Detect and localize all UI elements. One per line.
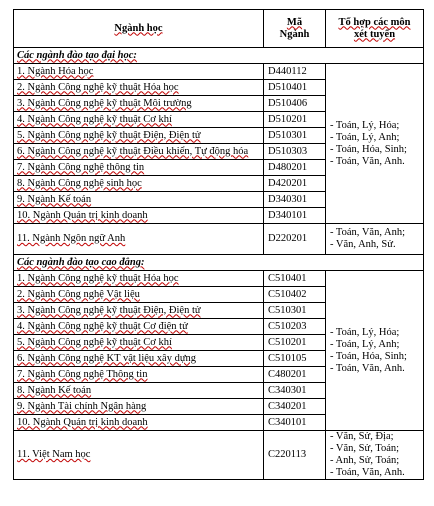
- major-code: D420201: [264, 176, 326, 192]
- major-code: C510105: [264, 351, 326, 367]
- major-name: 4. Ngành Công nghệ kỹ thuật Cơ điện tử: [14, 319, 264, 335]
- major-code: C510402: [264, 287, 326, 303]
- combo-line: - Văn, Sử, Toán;: [330, 443, 400, 454]
- major-name: 5. Ngành Công nghệ kỹ thuật Điện, Điện tử: [14, 128, 264, 144]
- combo-line: - Toán, Văn, Anh;: [330, 227, 405, 238]
- major-name: 2. Ngành Công nghệ kỹ thuật Hóa học: [14, 80, 264, 96]
- combo-line: - Toán, Hóa, Sinh;: [330, 350, 407, 362]
- major-code: C510203: [264, 319, 326, 335]
- major-name: 9. Ngành Tài chính Ngân hàng: [14, 399, 264, 415]
- major-code: C510401: [264, 271, 326, 287]
- section-title-row: [14, 255, 424, 271]
- major-code: C340101: [264, 415, 326, 431]
- major-name: 11. Việt Nam học: [14, 431, 264, 480]
- admission-majors-table: [13, 9, 424, 480]
- section-title: Các ngành đào tạo đại học:: [14, 48, 424, 64]
- header-major: Ngành học: [14, 10, 264, 48]
- major-name: 6. Ngành Công nghệ kỹ thuật Điều khiển, Tự động hóa: [14, 144, 264, 160]
- major-code: D510406: [264, 96, 326, 112]
- major-name: 10. Ngành Quản trị kinh doanh: [14, 208, 264, 224]
- major-name: 2. Ngành Công nghệ Vật liệu: [14, 287, 264, 303]
- major-name: 5. Ngành Công nghệ kỹ thuật Cơ khí: [14, 335, 264, 351]
- major-code: C510201: [264, 335, 326, 351]
- major-code: D510201: [264, 112, 326, 128]
- table-row: [14, 224, 424, 255]
- major-code: D220201: [264, 224, 326, 255]
- major-name: 1. Ngành Hóa học: [14, 64, 264, 80]
- combo-line: - Toán, Lý, Hóa;: [330, 119, 400, 131]
- major-code: D340101: [264, 208, 326, 224]
- major-code: D510401: [264, 80, 326, 96]
- combo-line: - Toán, Lý, Anh;: [330, 338, 400, 350]
- major-name: 7. Ngành Công nghệ Thông tin: [14, 367, 264, 383]
- major-name: 10. Ngành Quản trị kinh doanh: [14, 415, 264, 431]
- major-name: 3. Ngành Công nghệ kỹ thuật Điện, Điện tử: [14, 303, 264, 319]
- major-code: D440112: [264, 64, 326, 80]
- table-row: [14, 64, 424, 80]
- combo-line: - Văn, Sử, Địa;: [330, 431, 394, 442]
- major-name: 8. Ngành Công nghệ sinh học: [14, 176, 264, 192]
- combo-cell: [326, 224, 424, 255]
- combo-cell: [326, 64, 424, 224]
- combo-cell: [326, 431, 424, 480]
- table-header-row: [14, 10, 424, 48]
- section-title-row: [14, 48, 424, 64]
- major-code: D510301: [264, 128, 326, 144]
- major-code: C340301: [264, 383, 326, 399]
- combo-line: - Toán, Lý, Hóa;: [330, 326, 400, 338]
- header-combo: Tổ hợp các môn xét tuyển: [326, 10, 424, 48]
- major-name: 1. Ngành Công nghệ kỹ thuật Hóa học: [14, 271, 264, 287]
- major-code: D480201: [264, 160, 326, 176]
- major-name: 6. Ngành Công nghệ KT vật liệu xây dựng: [14, 351, 264, 367]
- section-title: Các ngành đào tạo cao đẳng:: [14, 255, 424, 271]
- major-name: 3. Ngành Công nghệ kỹ thuật Môi trường: [14, 96, 264, 112]
- combo-line: - Văn, Anh, Sử.: [330, 239, 396, 250]
- header-code: Mã Ngành: [264, 10, 326, 48]
- combo-line: - Anh, Sử, Toán;: [330, 455, 400, 466]
- major-name: 7. Ngành Công nghệ thông tin: [14, 160, 264, 176]
- combo-line: - Toán, Lý, Anh;: [330, 131, 400, 143]
- major-name: 11. Ngành Ngôn ngữ Anh: [14, 224, 264, 255]
- combo-line: - Toán, Văn, Anh.: [330, 155, 405, 167]
- major-name: 8. Ngành Kế toán: [14, 383, 264, 399]
- major-code: D340301: [264, 192, 326, 208]
- table-row: [14, 271, 424, 287]
- major-code: C220113: [264, 431, 326, 480]
- table-row: [14, 431, 424, 480]
- combo-line: - Toán, Văn, Anh.: [330, 362, 405, 374]
- combo-line: - Toán, Văn, Anh.: [330, 467, 405, 478]
- major-code: C480201: [264, 367, 326, 383]
- combo-line: - Toán, Hóa, Sinh;: [330, 143, 407, 155]
- major-name: 4. Ngành Công nghệ kỹ thuật Cơ khí: [14, 112, 264, 128]
- major-name: 9. Ngành Kế toán: [14, 192, 264, 208]
- major-code: C510301: [264, 303, 326, 319]
- major-code: C340201: [264, 399, 326, 415]
- combo-cell: [326, 271, 424, 431]
- major-code: D510303: [264, 144, 326, 160]
